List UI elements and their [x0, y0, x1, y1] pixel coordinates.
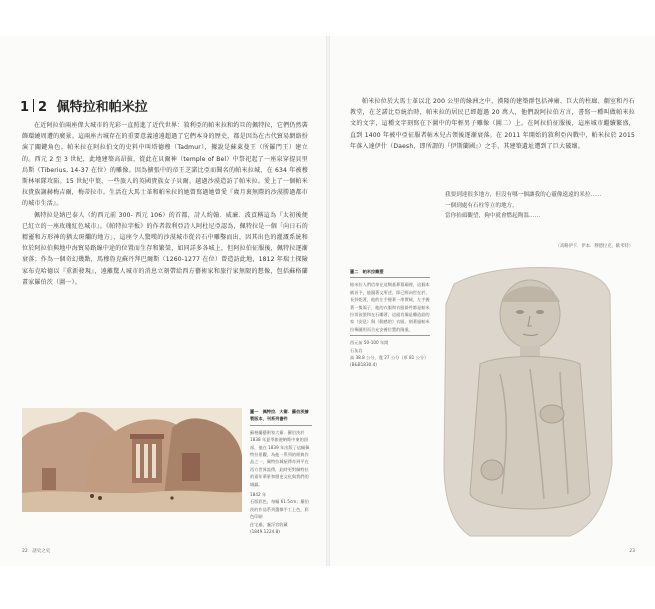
relief-illustration	[440, 264, 614, 538]
caption-rule	[250, 425, 312, 426]
figure-2-caption	[350, 268, 430, 369]
caption-title: 圖二 帕米拉雕塑	[350, 269, 384, 274]
section-number: 1	[20, 100, 30, 115]
left-folio: 22 諸史之史	[22, 549, 51, 554]
caption-rule	[350, 335, 430, 336]
left-body-text	[22, 120, 308, 400]
poem-line: 我要到達很多地方，但沒有哪一個讓我的心靈像遠遠的米拉……	[445, 192, 602, 198]
section-title: 佩特拉和帕米拉	[56, 100, 148, 115]
right-folio: 23	[629, 549, 635, 554]
caption-meta-medium: 石版彩色，每幅 61.5cm；羅伯茨的作品系列選擇手工上色，彩色印刷	[250, 499, 309, 520]
caption-rule	[350, 277, 430, 278]
caption-title: 圖一 佩特拉．大衛．羅伯茨繪製版本，刊系列書件	[250, 409, 309, 422]
petra-illustration	[22, 408, 242, 512]
section-heading	[20, 96, 148, 115]
book-spread	[0, 36, 655, 566]
caption-meta-id: (B&B1830.4)	[350, 362, 377, 368]
poem-line: 當你抬頭觀望，夠中就會燃起陶溫……	[445, 213, 541, 219]
poem-line: 一個到處有石柱等立的地方，	[445, 202, 518, 209]
caption-meta-location: 住宅處，盧浮宮收藏	[250, 521, 288, 527]
right-body-text	[350, 96, 635, 188]
section-divider	[33, 99, 34, 112]
caption-meta-date: 1842 年	[250, 492, 267, 498]
caption-text: 蘇格蘭藝術家大衛．羅伯茨於 1838 年夏季旅遊納斯中東的頂部，他在 1839 年出版了這幅佩特拉景觀，為他一系列的經典作品之一，佩特拉城屋傳奇到平在西方世界流傳，此時更對佩特拉的嘉年華景和歷史文化與我們的城鎮。	[250, 429, 310, 487]
caption-meta-date: 西元前 50-100 年間	[350, 340, 389, 346]
paragraph: 在近阿拉伯兩座偉大城市的光彩一直照進了近代世界：敘利亞的帕米拉和約旦的佩特拉，它們仍然裝飾環繞周遭的廣景。這兩座古城存在的重要意義遠遠超過了它們本身的歷史，都是因為在古代貿易網絡扮演了關鍵角色。帕米拉在阿拉伯文的史料中叫塔德穆（Tadmur），據說是蘇萊曼王（所羅門王）建立的。西元 2 至 3 世紀，此地建築高昂拔，從此在貝爾神（temple of Bel）中祭祀起了一座泉穿提貝里烏斯（Tiberius, 14-37 在位）的雕像。因為擴張中的帝王芝諾比亞而聞名的帕米拉城，在 634 年被穆斯林軍隊攻陷。15 世紀中葉，一些旅人的英國貴族女子貝爾，越過沙漠造訪了帕米拉。愛上了一個帕米拉貴族謝赫梅吉爾，梅蒂拉市。生活在大馬士革和帕米拉的她曾寫過她曾愛『歲月裏無際的沙漠勝過都市的城市生活』。	[22, 122, 308, 208]
right-page	[330, 36, 655, 566]
figure-1-caption	[250, 408, 312, 536]
caption-meta-id: (1849.1224.8)	[250, 529, 280, 535]
caption-meta-dimensions: 高 38.8 公分，寬 27 公分（厚 81 公分）	[350, 355, 429, 361]
palmyra-relief	[440, 264, 614, 538]
section-sub-number: 2	[38, 100, 48, 115]
paragraph: 帕米拉位於大馬士革以北 200 公里的綠洲之中，漢隆的建築群包括神廟、巨大的柱廊、劇室和丹石教堂，在芝諾比亞統治時，帕米拉的居民已經超過 20 萬人，他們說阿拉伯方言，書寫一種叫做帕米拉文的文字，這種文字刻寫在下圖中的年輕男子雕像（圖二）上。在阿拉伯征服後，這座城市繼續繁盛，直到 1400 年被中亞征服者帖木兒占領後逐漸衰落。在 2011 年開始的敘利亞內戰中，帕米拉於 2015 年落入達伊什（Daesh，即所謂的『伊斯蘭國』）之手，其建築遺址遭到了巨大破壞。	[350, 98, 635, 150]
poem-quote	[445, 190, 640, 222]
caption-text: 帕米拉人們信奉在這類基葬墓廟裡，這個本截首予，他鏡著文所述，即已經向世在於、長抖乾著，他的左手握著一串實絨，左手握著一隻鴿子，他的衣服和衣服掛件都是帕米拉男孩裝和在石雕著，這組肖像是雕造給的家（安息）與（動感的）衣服，刻著過帕米拉佈圖用而合允安養位置的隆重。	[350, 282, 430, 332]
paragraph: 佩特拉是納巴泰人（約西元前 300- 西元 106）的首都，詩人約翰．威廉．波貢稱這為『太初後便已紅立的一座玫瑰紅色城市』。《帕特拉字板》的作者敘利亞詩人阿杜尼亞認為，佩特拉是一個「向日石的精靈和方形神的猶太斑爛的地方」，這座令人驚嘆的沙漠城市從岩石中雕鑿而出，因其出色的灌溉系統和位於阿拉伯與地中海貿易路線中途的位置而生存和繁榮，如同詳多各城上，但阿拉伯征服後，佩特拉逐漸衰落；作為一個奇幻幾點，馬穆魯克蘇丹拜巴爾斯（1260-1277 在位）曾造訪此地，1812 年瑞士探險家布克哈德以『重新發現』，遠離驚人城市的消息立刻帶給西方藝術家和旅行家無限的想像，包括蘇格蘭畫家羅伯茨（圖一）。	[22, 211, 308, 286]
left-page	[0, 36, 326, 566]
petra-painting	[22, 408, 242, 512]
caption-meta-material: 石灰岩	[350, 347, 363, 353]
poem-attribution: （高略伊卡．伊本．穆德拉克，歐米特）	[555, 244, 633, 249]
